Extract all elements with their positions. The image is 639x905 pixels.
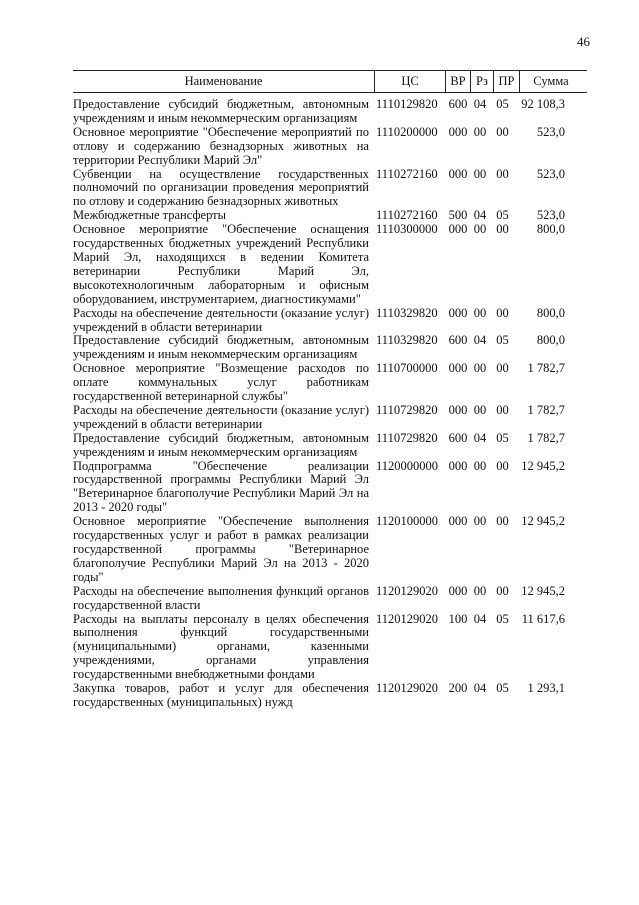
- cell-pr: 05: [496, 208, 509, 223]
- cell-vr: 000: [448, 361, 468, 376]
- cell-cs: 1110300000: [376, 222, 438, 237]
- table-row: [73, 515, 587, 585]
- cell-name: Предоставление субсидий бюджетным, автономным учреждениям и иным некоммерческим организациям: [73, 430, 369, 459]
- cell-pr: 00: [496, 583, 509, 598]
- cell-vr: 500: [448, 208, 468, 223]
- table-row: [73, 307, 587, 335]
- cell-vr: 000: [448, 124, 468, 139]
- cell-vr: 000: [448, 305, 468, 320]
- cell-sum: 800,0: [536, 305, 565, 320]
- cell-sum: 12 945,2: [521, 514, 565, 529]
- page-number: 46: [577, 34, 590, 49]
- table-row: [73, 432, 587, 460]
- cell-pr: 00: [496, 458, 509, 473]
- cell-cs: 1110329820: [376, 305, 438, 320]
- cell-cs: 1110729820: [376, 402, 438, 417]
- header-pr: ПР: [493, 71, 519, 92]
- cell-rz: 00: [473, 402, 487, 417]
- cell-sum: 523,0: [536, 166, 565, 181]
- cell-sum: 11 617,6: [521, 611, 565, 626]
- table-header: [73, 70, 587, 93]
- cell-name: Расходы на выплаты персоналу в целях обеспечения выполнения функций государственными (муниципальными) органами, казенными учреждениями, органами управления государственными внебюджетными фондами: [73, 611, 369, 682]
- cell-pr: 00: [496, 222, 509, 237]
- cell-vr: 100: [448, 611, 468, 626]
- cell-vr: 600: [448, 430, 468, 445]
- table-body: [73, 98, 587, 710]
- cell-cs: 1110129820: [376, 97, 438, 111]
- cell-rz: 04: [473, 430, 487, 445]
- cell-rz: 00: [473, 361, 487, 376]
- header-name: Наименование: [184, 74, 263, 88]
- cell-name: Межбюджетные трансферты: [73, 208, 227, 223]
- table-row: [73, 362, 587, 404]
- cell-rz: 00: [473, 583, 487, 598]
- cell-vr: 600: [448, 97, 468, 111]
- cell-name: Закупка товаров, работ и услуг для обеспечения государственных (муниципальных) нужд: [73, 681, 369, 709]
- cell-rz: 04: [473, 333, 487, 348]
- table-row: [73, 98, 587, 126]
- cell-name: Основное мероприятие "Обеспечение мероприятий по отлову и содержанию безнадзорных животных на территории Республики Марий Эл": [73, 124, 369, 167]
- cell-cs: 1110329820: [376, 333, 438, 348]
- cell-cs: 1110272160: [376, 166, 438, 181]
- header-sum: Сумма: [519, 71, 582, 92]
- cell-name: Основное мероприятие "Возмещение расходов по оплате коммунальных услуг работникам государственной ветеринарной службы": [73, 361, 369, 404]
- header-cs: ЦС: [374, 71, 445, 92]
- cell-sum: 92 108,3: [521, 97, 565, 111]
- cell-rz: 00: [473, 124, 487, 139]
- table-row: [73, 223, 587, 306]
- cell-sum: 12 945,2: [521, 583, 565, 598]
- cell-sum: 1 782,7: [527, 361, 565, 376]
- cell-cs: 1110700000: [376, 361, 438, 376]
- cell-sum: 1 782,7: [527, 430, 565, 445]
- budget-table: [73, 70, 587, 710]
- cell-rz: 00: [473, 458, 487, 473]
- cell-sum: 1 782,7: [527, 402, 565, 417]
- cell-pr: 05: [496, 430, 509, 445]
- table-row: [73, 682, 587, 710]
- cell-pr: 00: [496, 402, 509, 417]
- cell-rz: 04: [473, 97, 487, 111]
- cell-rz: 00: [473, 222, 487, 237]
- cell-sum: 523,0: [536, 208, 565, 223]
- cell-cs: 1110729820: [376, 430, 438, 445]
- cell-vr: 000: [448, 402, 468, 417]
- cell-vr: 000: [448, 166, 468, 181]
- cell-pr: 05: [496, 333, 509, 348]
- cell-pr: 00: [496, 305, 509, 320]
- cell-pr: 05: [496, 681, 509, 696]
- cell-rz: 04: [473, 208, 487, 223]
- cell-name: Субвенции на осуществление государственных полномочий по организации проведения мероприятий по отлову и содержанию безнадзорных животных: [73, 166, 369, 209]
- cell-name: Основное мероприятие "Обеспечение оснащения государственных бюджетных учреждений Республики Марий Эл, находящихся в ведении Комитета ветеринарии Республики Марий Эл, высокотехнологичным лабораторным и офисным оборудованием, инструментарием, диагностикумами": [73, 222, 369, 306]
- cell-rz: 04: [473, 611, 487, 626]
- cell-sum: 523,0: [536, 124, 565, 139]
- cell-pr: 05: [496, 97, 509, 111]
- cell-cs: 1120129020: [376, 681, 439, 696]
- cell-pr: 00: [496, 124, 509, 139]
- table-row: [73, 585, 587, 613]
- cell-vr: 000: [448, 222, 468, 237]
- table-row: [73, 460, 587, 516]
- table-row: [73, 168, 587, 210]
- cell-sum: 1 293,1: [527, 681, 565, 696]
- cell-sum: 800,0: [536, 222, 565, 237]
- table-row: [73, 613, 587, 683]
- cell-name: Подпрограмма "Обеспечение реализации государственной программы Республики Марий Эл "Ветеринарное благополучие Республики Марий Эл на 2013 - 2020 годы": [73, 458, 369, 515]
- cell-cs: 1120129020: [376, 611, 439, 626]
- cell-pr: 05: [496, 611, 509, 626]
- table-row: [73, 334, 587, 362]
- cell-name: Предоставление субсидий бюджетным, автономным учреждениям и иным некоммерческим организациям: [73, 333, 369, 362]
- cell-pr: 00: [496, 514, 509, 529]
- cell-pr: 00: [496, 166, 509, 181]
- cell-rz: 04: [473, 681, 487, 696]
- cell-cs: 1120100000: [376, 514, 439, 529]
- cell-vr: 200: [448, 681, 468, 696]
- cell-name: Расходы на обеспечение деятельности (оказание услуг) учреждений в области ветеринарии: [73, 305, 369, 334]
- cell-sum: 12 945,2: [521, 458, 565, 473]
- cell-cs: 1120129020: [376, 583, 439, 598]
- cell-vr: 000: [448, 458, 468, 473]
- cell-name: Расходы на обеспечение выполнения функций органов государственной власти: [73, 583, 369, 612]
- cell-rz: 00: [473, 514, 487, 529]
- table-row: [73, 209, 587, 223]
- cell-cs: 1110272160: [376, 208, 438, 223]
- cell-vr: 000: [448, 514, 468, 529]
- cell-rz: 00: [473, 305, 487, 320]
- cell-vr: 600: [448, 333, 468, 348]
- cell-name: Предоставление субсидий бюджетным, автономным учреждениям и иным некоммерческим организациям: [73, 97, 369, 125]
- cell-name: Расходы на обеспечение деятельности (оказание услуг) учреждений в области ветеринарии: [73, 402, 369, 431]
- cell-cs: 1120000000: [376, 458, 439, 473]
- table-row: [73, 126, 587, 168]
- cell-name: Основное мероприятие "Обеспечение выполнения государственных услуг и работ в рамках реализации государственной программы "Ветеринарное благополучие Республики Марий Эл на 2013 - 2020 годы": [73, 514, 369, 584]
- cell-rz: 00: [473, 166, 487, 181]
- header-rz: Рз: [470, 71, 493, 92]
- table-row: [73, 404, 587, 432]
- cell-pr: 00: [496, 361, 509, 376]
- header-vr: ВР: [445, 71, 470, 92]
- cell-cs: 1110200000: [376, 124, 438, 139]
- cell-sum: 800,0: [536, 333, 565, 348]
- cell-vr: 000: [448, 583, 468, 598]
